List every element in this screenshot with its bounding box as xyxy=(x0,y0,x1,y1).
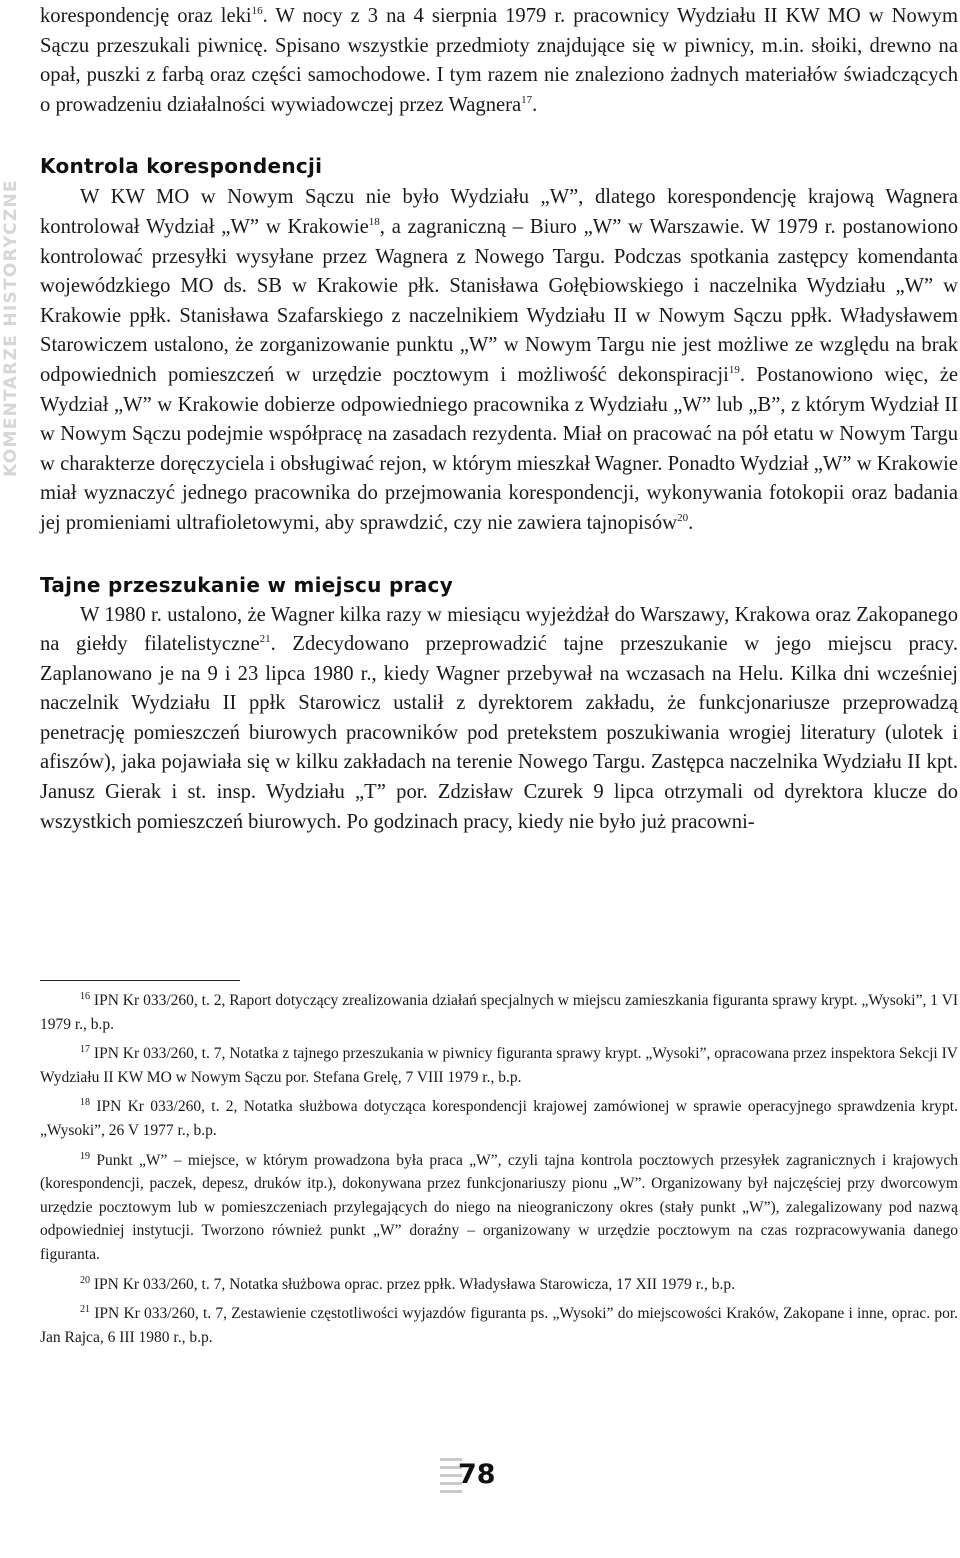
footnote-ref-16[interactable]: 16 xyxy=(251,5,263,18)
footnote-text: Punkt „W” – miejsce, w którym prowadzona była praca „W”, czyli tajna kontrola pocztowych przesyłek zagranicznych i krajowych (korespondencji, paczek, depesz, druków itp.), dokonywana przez funkcjonariuszy pionu „W”. Organizowany był najczęściej przy dworcowym urzędzie pocztowym lub w pomieszczeniach przylegających do niego na nieograniczony okres (stały punkt „W”), zalegalizowany pod nazwą odpowiedniej instytucji. Tworzono również punkt „W” doraźny – organizowany w urzędzie pocztowym na czas rozpracowywania danego figuranta. xyxy=(40,1151,958,1263)
footnote-ref-20[interactable]: 20 xyxy=(677,512,689,525)
footnote-16 xyxy=(40,989,958,1036)
section-kontrola-korespondencji xyxy=(40,149,958,538)
section-1-paragraph xyxy=(40,183,958,538)
intro-paragraph xyxy=(40,2,958,120)
section-1-text-2: , a zagraniczną – Biuro „W” w Warszawie. W 1979 r. postanowiono kontrolować przesyłki wysyłane przez Wagnera z Nowego Targu. Podczas spotkania zastępcy komendanta wojewódzkiego MO ds. SB w Krakowie płk. Stanisława Gołębiowskiego i naczelnika Wydziału „W” w Krakowie ppłk. Stanisława Szafarskiego z naczelnikiem Wydziału II w Nowym Sączu ppłk. Władysławem Starowiczem ustalono, że zorganizowanie punktu „W” w Nowym Targu nie jest możliwe ze względu na brak odpowiednich pomieszczeń w urzędzie pocztowym i możliwość dekonspiracji xyxy=(40,215,959,386)
footnote-number: 16 xyxy=(80,990,90,1002)
section-tajne-przeszukanie xyxy=(40,569,958,838)
footnote-text: IPN Kr 033/260, t. 2, Notatka służbowa dotycząca korespondencji krajowej zamówionej w sprawie operacyjnego sprawdzenia krypt. „Wysoki”, 26 V 1977 r., b.p. xyxy=(40,1098,958,1139)
footnote-ref-21[interactable]: 21 xyxy=(259,633,271,646)
side-label-text: KOMENTARZE HISTORYCZNE xyxy=(1,179,22,477)
footnote-number: 20 xyxy=(80,1274,90,1286)
section-1-text-4: . xyxy=(688,511,694,534)
footnote-19 xyxy=(40,1149,958,1267)
section-1-text-3: . Postanowiono więc, że Wydział „W” w Krakowie dobierze odpowiedniego pracownika z Wydziału „W” lub „B”, z którym Wydział II w Nowym Sączu podejmie współpracę na zasadach rezydenta. Miał on pracować na pół etatu w Nowym Targu w charakterze doręczyciela i obsługiwać rejon, w którym mieszkał Wagner. Ponadto Wydział „W” w Krakowie miał wyznaczyć jednego pracownika do przejmowania korespondencji, wykonywania fotokopii oraz badania jej promieniami ultrafioletowymi, aby sprawdzić, czy nie zawiera tajnopisów xyxy=(40,363,959,534)
footnote-17 xyxy=(40,1042,958,1089)
intro-text-2: . W nocy z 3 na 4 sierpnia 1979 r. pracownicy Wydziału II KW MO w Nowym Sączu przeszukali piwnicę. Spisano wszystkie przedmioty znajdujące się w piwnicy, m.in. słoiki, drewno na opał, puszki z farbą oraz części samochodowe. I tym razem nie znaleziono żadnych materiałów świadczących o prowadzeniu działalności wywiadowczej przez Wagnera xyxy=(40,5,958,116)
footnote-text: IPN Kr 033/260, t. 7, Notatka służbowa oprac. przez ppłk. Władysława Starowicza, 17 XII 1979 r., b.p. xyxy=(93,1275,735,1293)
section-heading-2: Tajne przeszukanie w miejscu pracy xyxy=(40,572,454,597)
footnote-18 xyxy=(40,1095,958,1142)
footnote-text: IPN Kr 033/260, t. 7, Zestawienie częstotliwości wyjazdów figuranta ps. „Wysoki” do miejscowości Kraków, Zakopane i inne, oprac. por. Jan Rajca, 6 III 1980 r., b.p. xyxy=(40,1305,959,1346)
footnote-ref-18[interactable]: 18 xyxy=(368,216,380,229)
footnote-ref-17[interactable]: 17 xyxy=(521,93,533,106)
page-number: 78 xyxy=(458,1459,496,1490)
intro-text-1: korespondencję oraz leki xyxy=(40,5,252,27)
side-label xyxy=(2,2,20,654)
footnote-ref-19[interactable]: 19 xyxy=(728,364,740,377)
section-2-text-1: W 1980 r. ustalono, że Wagner kilka razy w miesiącu wyjeżdżał do Warszawy, Krakowa oraz Zakopanego na giełdy filatelistyczne xyxy=(40,603,958,656)
footnote-divider xyxy=(40,980,240,981)
footnote-20 xyxy=(40,1273,958,1297)
intro-text-3: . xyxy=(532,93,538,116)
footnote-text: IPN Kr 033/260, t. 2, Raport dotyczący zrealizowania działań specjalnych w miejscu zamieszkania figuranta sprawy krypt. „Wysoki”, 1 VI 1979 r., b.p. xyxy=(40,992,959,1033)
section-heading-1: Kontrola korespondencji xyxy=(40,154,323,179)
footnote-text: IPN Kr 033/260, t. 7, Notatka z tajnego przeszukania w piwnicy figuranta sprawy krypt. „Wysoki”, opracowana przez inspektora Sekcji IV Wydziału II KW MO w Nowym Sączu por. Stefana Grelę, 7 VIII 1979 r., b.p. xyxy=(40,1045,959,1086)
footnote-number: 21 xyxy=(80,1303,90,1315)
footnote-21 xyxy=(40,1302,958,1349)
section-1-text-1: W KW MO w Nowym Sączu nie było Wydziału „W”, dlatego korespondencję krajową Wagnera kontrolował Wydział „W” w Krakowie xyxy=(40,186,958,238)
footnote-number: 18 xyxy=(80,1097,90,1109)
section-2-text-2: . Zdecydowano przeprowadzić tajne przeszukanie w jego miejscu pracy. Zaplanowano je na 9 i 23 lipca 1980 r., kiedy Wagner przebywał na wczasach na Helu. Kilka dni wcześniej naczelnik Wydziału II ppłk Starowicz ustalił z dyrektorem zakładu, że funkcjonariusze przeprowadzą penetrację pomieszczeń biurowych pracowników pod pretekstem poszukiwania wrogiej literatury (ulotek i afiszów), jaka pojawiała się w kilku zakładach na terenie Nowego Targu. Zastępca naczelnika Wydziału II kpt. Janusz Gierak i st. insp. Wydziału „T” por. Zdzisław Czurek 9 lipca otrzymali od dyrektora klucze do wszystkich pomieszczeń biurowych. Po godzinach pracy, kiedy nie było już pracowni- xyxy=(40,633,958,833)
footnote-number: 19 xyxy=(80,1150,90,1162)
footnotes xyxy=(40,980,958,1349)
section-2-paragraph xyxy=(40,601,958,838)
footnote-number: 17 xyxy=(80,1044,90,1056)
